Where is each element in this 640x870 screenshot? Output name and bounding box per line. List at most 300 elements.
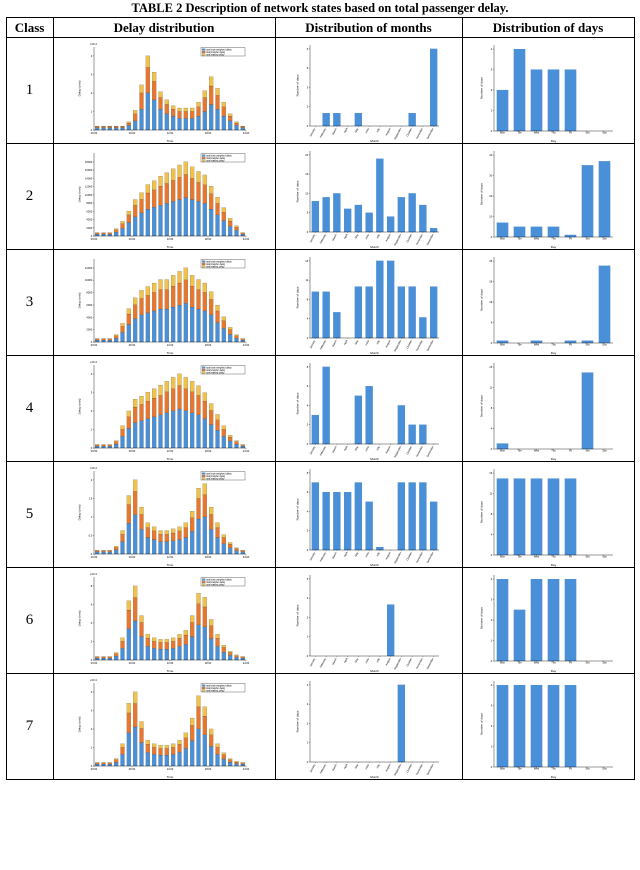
svg-text:0: 0 [90,553,93,556]
svg-text:0: 0 [306,655,308,658]
svg-text:Month: Month [369,668,379,673]
svg-text:total transfer delay: total transfer delay [206,157,226,160]
svg-text:August: August [384,339,392,349]
delay-distribution-chart [53,356,275,462]
svg-text:1: 1 [490,639,493,643]
col-header-days: Distribution of days [462,18,634,38]
svg-text:February: February [318,339,327,351]
svg-text:Time: Time [166,562,174,567]
delay-distribution-chart [53,674,275,780]
svg-text:9: 9 [490,321,493,325]
svg-text:February: February [318,763,327,775]
svg-text:1: 1 [90,428,93,432]
svg-text:6: 6 [306,385,308,389]
svg-text:October: October [405,445,413,456]
svg-text:Number of days: Number of days [295,286,299,309]
svg-text:26: 26 [489,280,493,284]
days-distribution-chart [462,356,634,462]
class-label: 6 [6,568,53,674]
svg-text:Thu: Thu [551,343,556,347]
col-header-delay: Delay distribution [53,18,275,38]
svg-text:Tue: Tue [517,661,522,665]
months-distribution-chart [275,38,462,144]
svg-text:Sat: Sat [585,343,590,347]
svg-text:2: 2 [306,616,308,620]
svg-text:3: 3 [490,704,493,708]
svg-text:6: 6 [306,491,308,495]
svg-text:August: August [384,445,392,455]
svg-text:February: February [318,127,327,139]
svg-text:Sat: Sat [585,555,590,559]
svg-text:0: 0 [90,235,93,238]
svg-text:3: 3 [490,68,493,72]
svg-text:total train weighted delay: total train weighted delay [206,473,232,476]
svg-text:January: January [308,445,316,456]
svg-text:4: 4 [90,621,93,625]
svg-text:00:00: 00:00 [90,768,98,772]
svg-text:4000: 4000 [86,218,93,222]
svg-text:1: 1 [90,746,93,750]
svg-text:6000: 6000 [86,210,93,214]
svg-text:March: March [331,445,338,454]
svg-text:Delay (min): Delay (min) [77,186,82,203]
svg-text:January: January [308,233,316,244]
svg-text:Number of days: Number of days [295,74,299,97]
months-distribution-chart [275,674,462,780]
svg-text:06:00: 06:00 [128,450,136,454]
svg-text:November: November [414,445,424,458]
days-distribution-chart [462,462,634,568]
svg-text:16000: 16000 [84,169,93,173]
svg-text:September: September [393,127,402,141]
svg-text:3: 3 [90,709,93,713]
states-table [6,17,635,780]
svg-text:November: November [414,127,424,140]
svg-text:Wed: Wed [533,661,540,665]
svg-text:24:00: 24:00 [242,662,250,666]
svg-text:March: March [331,339,338,348]
svg-text:Mon: Mon [499,237,506,241]
svg-text:Tue: Tue [517,767,522,771]
svg-text:Delay (min): Delay (min) [77,610,82,627]
svg-text:4: 4 [90,690,93,694]
svg-text:Delay (min): Delay (min) [77,398,82,415]
svg-text:Mon: Mon [499,661,506,665]
svg-text:1: 1 [90,110,93,114]
svg-text:4: 4 [306,404,308,408]
delay-distribution-chart [53,250,275,356]
svg-text:0: 0 [490,766,493,769]
svg-text:24:00: 24:00 [242,238,250,242]
svg-text:14000: 14000 [84,177,93,181]
svg-text:0: 0 [306,761,308,764]
svg-text:0: 0 [90,659,93,662]
svg-text:Number of days: Number of days [479,607,484,629]
svg-text:Tue: Tue [517,131,522,135]
months-distribution-chart [275,144,462,250]
svg-text:Fri: Fri [568,555,573,559]
svg-text:3: 3 [306,683,308,687]
svg-text:August: August [384,551,392,561]
svg-text:total waiting delay: total waiting delay [206,160,225,163]
svg-text:06:00: 06:00 [128,344,136,348]
svg-text:Time: Time [166,774,174,779]
svg-text:total transfer delay: total transfer delay [206,263,226,266]
svg-text:18:00: 18:00 [204,132,212,136]
svg-text:Delay (min): Delay (min) [77,504,82,521]
svg-text:x10 4: x10 4 [90,677,97,682]
svg-text:24:00: 24:00 [242,450,250,454]
svg-text:Number of days: Number of days [295,710,299,733]
svg-text:Tue: Tue [517,343,522,347]
svg-text:4: 4 [90,54,93,58]
svg-text:Thu: Thu [551,131,556,135]
delay-distribution-chart [53,38,275,144]
svg-text:Delay (min): Delay (min) [77,292,82,309]
svg-text:12:00: 12:00 [166,344,174,348]
svg-text:February: February [318,657,327,669]
svg-text:4: 4 [490,684,493,688]
svg-text:Tue: Tue [517,555,522,559]
svg-text:Month: Month [369,562,379,567]
svg-text:10000: 10000 [84,279,93,283]
svg-text:April: April [342,657,349,664]
svg-text:24:00: 24:00 [242,556,250,560]
svg-text:February: February [318,233,327,245]
svg-text:24:00: 24:00 [242,132,250,136]
svg-text:0: 0 [490,660,493,663]
delay-distribution-chart [53,144,275,250]
svg-text:December: December [425,657,435,670]
svg-text:18:00: 18:00 [204,556,212,560]
svg-text:April: April [342,233,349,240]
svg-text:October: October [405,657,413,668]
svg-text:total train weighted delay: total train weighted delay [206,685,232,688]
svg-text:4: 4 [306,317,308,321]
svg-text:Day: Day [550,244,557,249]
svg-text:August: August [384,657,392,667]
svg-text:July: July [375,233,381,240]
svg-text:March: March [331,763,338,772]
svg-text:12:00: 12:00 [166,238,174,242]
svg-text:Mon: Mon [499,343,506,347]
svg-text:September: September [393,763,402,777]
svg-text:6000: 6000 [86,303,93,307]
table-row [6,144,634,250]
svg-text:August: August [384,763,392,773]
delay-distribution-chart [53,568,275,674]
svg-text:Fri: Fri [568,661,573,665]
svg-text:Time: Time [166,350,174,355]
svg-text:4: 4 [490,48,493,52]
svg-text:Sat: Sat [585,767,590,771]
svg-text:12:00: 12:00 [166,662,174,666]
svg-text:0: 0 [306,337,308,340]
svg-text:10: 10 [304,192,308,196]
svg-text:August: August [384,233,392,243]
svg-text:2: 2 [306,722,308,726]
svg-text:24:00: 24:00 [242,768,250,772]
svg-text:total train weighted delay: total train weighted delay [206,49,232,52]
svg-text:18:00: 18:00 [204,344,212,348]
svg-text:Tue: Tue [517,237,522,241]
table-header-row [6,18,634,38]
svg-text:4: 4 [306,510,308,514]
svg-text:11: 11 [489,492,493,496]
svg-text:Day: Day [550,456,557,461]
svg-text:January: January [308,551,316,562]
class-label: 3 [6,250,53,356]
svg-text:total train weighted delay: total train weighted delay [206,261,232,264]
svg-text:Number of days: Number of days [479,501,484,523]
svg-text:4: 4 [490,578,493,582]
svg-text:8: 8 [90,584,93,588]
svg-text:May: May [353,127,359,134]
svg-text:Day: Day [550,562,557,567]
svg-text:total transfer delay: total transfer delay [206,51,226,54]
svg-text:September: September [393,339,402,353]
svg-text:May: May [353,657,359,664]
svg-text:Fri: Fri [568,131,573,135]
svg-text:Sat: Sat [585,237,590,241]
svg-text:July: July [375,657,381,664]
svg-text:06:00: 06:00 [128,768,136,772]
svg-text:September: September [393,445,402,459]
svg-text:x10 4: x10 4 [90,571,97,576]
svg-text:12:00: 12:00 [166,450,174,454]
svg-text:12:00: 12:00 [166,132,174,136]
svg-text:40: 40 [489,154,493,158]
svg-text:24:00: 24:00 [242,344,250,348]
svg-text:1: 1 [490,745,493,749]
svg-text:September: September [393,551,402,565]
svg-text:2: 2 [90,640,93,644]
svg-text:total transfer delay: total transfer delay [206,687,226,690]
svg-text:March: March [331,551,338,560]
svg-text:2: 2 [306,105,308,109]
svg-text:October: October [405,339,413,350]
svg-text:February: February [318,551,327,563]
svg-text:November: November [414,339,424,352]
svg-text:2: 2 [306,529,308,533]
svg-text:2: 2 [490,89,493,93]
svg-text:total waiting delay: total waiting delay [206,584,225,587]
svg-text:April: April [342,339,349,346]
svg-text:Wed: Wed [533,767,540,771]
svg-text:5: 5 [306,67,308,71]
svg-text:Sun: Sun [602,767,607,771]
svg-text:0: 0 [306,549,308,552]
svg-text:06:00: 06:00 [128,556,136,560]
svg-text:0: 0 [490,130,493,133]
days-distribution-chart [462,568,634,674]
svg-text:1.5: 1.5 [88,497,93,501]
svg-text:total transfer delay: total transfer delay [206,369,226,372]
svg-text:15: 15 [489,472,493,476]
svg-text:3: 3 [306,577,308,581]
table-caption: TABLE 2 Description of network states based on total passenger delay. [131,1,509,15]
svg-text:Tue: Tue [517,449,522,453]
table-row [6,462,634,568]
svg-text:0: 0 [306,443,308,446]
svg-text:May: May [353,763,359,770]
col-header-months: Distribution of months [275,18,462,38]
svg-text:Thu: Thu [551,449,556,453]
svg-text:November: November [414,233,424,246]
svg-text:total train weighted delay: total train weighted delay [206,155,232,158]
svg-text:0: 0 [490,448,493,451]
svg-text:December: December [425,127,435,140]
svg-text:0: 0 [90,129,93,132]
svg-text:May: May [353,551,359,558]
svg-text:30: 30 [489,174,493,178]
svg-text:Time: Time [166,244,174,249]
svg-text:Sun: Sun [602,237,607,241]
svg-text:January: January [308,657,316,668]
table-row [6,674,634,780]
svg-text:0: 0 [490,236,493,239]
svg-text:0: 0 [90,447,93,450]
months-distribution-chart [275,250,462,356]
svg-text:May: May [353,339,359,346]
svg-text:Day: Day [550,138,557,143]
svg-text:Sat: Sat [585,661,590,665]
svg-text:January: January [308,763,316,774]
svg-text:May: May [353,445,359,452]
table-body [6,38,634,780]
svg-text:10000: 10000 [84,193,93,197]
svg-text:total waiting delay: total waiting delay [206,478,225,481]
svg-text:December: December [425,339,435,352]
svg-text:8000: 8000 [86,202,93,206]
svg-text:Month: Month [369,138,379,143]
svg-text:Delay (min): Delay (min) [77,716,82,733]
svg-text:2000: 2000 [86,328,93,332]
svg-text:total waiting delay: total waiting delay [206,690,225,693]
svg-text:18: 18 [489,301,493,305]
svg-text:total train weighted delay: total train weighted delay [206,579,232,582]
svg-text:Mon: Mon [499,449,506,453]
days-distribution-chart [462,674,634,780]
svg-text:Number of days: Number of days [295,498,299,521]
svg-text:5: 5 [306,211,308,215]
svg-text:Wed: Wed [533,449,540,453]
days-distribution-chart [462,38,634,144]
svg-text:December: December [425,445,435,458]
svg-text:June: June [364,339,370,347]
svg-text:00:00: 00:00 [90,556,98,560]
svg-text:06:00: 06:00 [128,238,136,242]
svg-text:0: 0 [306,231,308,234]
svg-text:December: December [425,763,435,776]
table-row [6,250,634,356]
svg-text:January: January [308,127,316,138]
svg-text:Sun: Sun [602,449,607,453]
svg-text:8000: 8000 [86,291,93,295]
svg-text:October: October [405,233,413,244]
svg-text:Number of days: Number of days [295,180,299,203]
svg-text:00:00: 00:00 [90,450,98,454]
svg-text:x10 4: x10 4 [90,465,97,470]
svg-text:x10 4: x10 4 [90,359,97,364]
svg-text:April: April [342,127,349,134]
svg-text:Fri: Fri [568,767,573,771]
svg-text:Number of days: Number of days [479,395,484,417]
svg-text:0: 0 [306,125,308,128]
svg-text:06:00: 06:00 [128,662,136,666]
svg-text:March: March [331,233,338,242]
svg-text:December: December [425,551,435,564]
svg-text:2: 2 [306,423,308,427]
svg-text:Wed: Wed [533,343,540,347]
svg-text:June: June [364,763,370,771]
svg-text:00:00: 00:00 [90,344,98,348]
class-label: 4 [6,356,53,462]
svg-text:06:00: 06:00 [128,132,136,136]
svg-text:Wed: Wed [533,237,540,241]
svg-text:September: September [393,657,402,671]
svg-text:June: June [364,233,370,241]
svg-text:June: June [364,127,370,135]
svg-text:35: 35 [489,260,493,264]
svg-text:Sun: Sun [602,555,607,559]
svg-text:Delay (min): Delay (min) [77,80,82,97]
svg-text:Number of days: Number of days [295,392,299,415]
svg-text:June: June [364,551,370,559]
svg-text:November: November [414,763,424,776]
svg-text:Month: Month [369,350,379,355]
svg-text:October: October [405,763,413,774]
svg-text:0.5: 0.5 [88,534,93,538]
svg-text:Number of days: Number of days [295,604,299,627]
svg-text:Day: Day [550,668,557,673]
svg-text:total waiting delay: total waiting delay [206,372,225,375]
svg-text:August: August [384,127,392,137]
svg-text:total train weighted delay: total train weighted delay [206,367,232,370]
svg-text:1: 1 [306,635,308,639]
svg-text:00:00: 00:00 [90,662,98,666]
svg-text:Sat: Sat [585,449,590,453]
months-distribution-chart [275,568,462,674]
table-row [6,38,634,144]
svg-text:Fri: Fri [568,237,573,241]
svg-text:15: 15 [304,173,308,177]
svg-text:8: 8 [490,407,493,411]
svg-text:Sun: Sun [602,661,607,665]
svg-text:Wed: Wed [533,131,540,135]
svg-text:February: February [318,445,327,457]
svg-text:July: July [375,551,381,558]
svg-text:June: June [364,657,370,665]
svg-text:April: April [342,763,349,770]
months-distribution-chart [275,356,462,462]
table-row [6,568,634,674]
svg-text:Day: Day [550,350,557,355]
svg-text:April: April [342,445,349,452]
svg-text:July: July [375,445,381,452]
svg-text:September: September [393,233,402,247]
svg-text:October: October [405,127,413,138]
svg-text:Thu: Thu [551,555,556,559]
svg-text:2: 2 [490,725,493,729]
svg-text:Time: Time [166,668,174,673]
svg-text:March: March [331,657,338,666]
svg-text:0: 0 [90,765,93,768]
svg-text:3: 3 [306,86,308,90]
table-row [6,356,634,462]
svg-text:20: 20 [304,153,308,157]
svg-text:2: 2 [90,727,93,731]
